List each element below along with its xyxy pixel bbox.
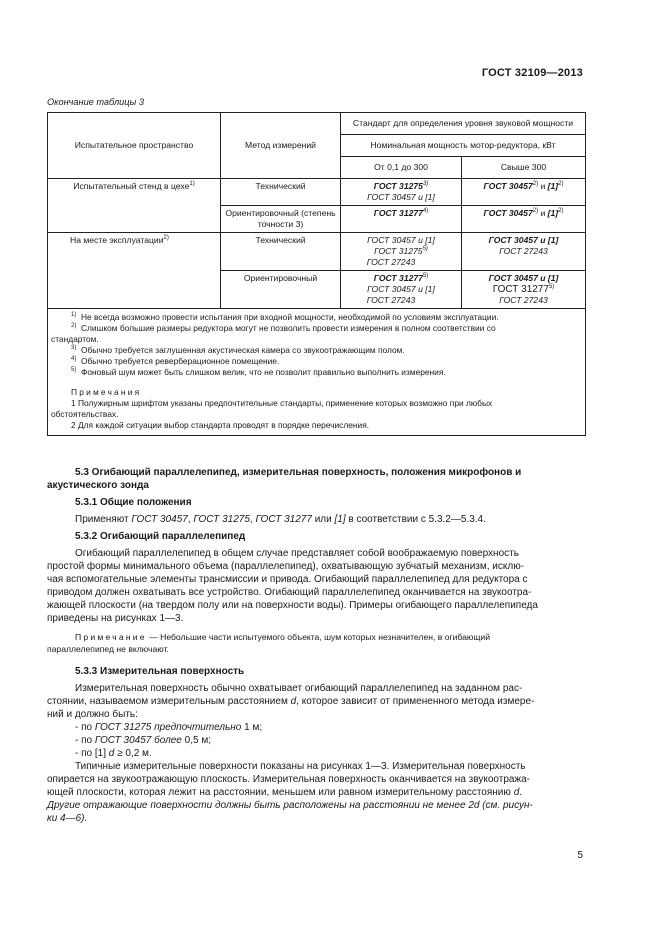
- table-footnotes: [48, 309, 586, 436]
- section-5-3-2-text: Огибающий параллелепипед в общем случае представляет собой воображаемую поверхность простой формы минимального объема (параллелепипед), охватывающую зубчатый механизм, исклю- чая вспомогательные элементы трансмиссии и привода. Огибающий параллелепипед для редуктора с приводом должен охватывать все устройство. Огибающий параллелепипед оканчивается на звукоотра- жающей плоскости (на твердом полу или на поверхности воды). Примеры огибающего параллелепипеда приведены на рисунках 1—3.: [47, 548, 538, 624]
- cell-standard: ГОСТ 31277$^{5)}$ ГОСТ 30457 и [1] ГОСТ 27243: [341, 271, 462, 309]
- col-header-space: Испытательное пространство: [48, 113, 221, 179]
- section-5-3-title: 5.3 Огибающий параллелепипед, измерительная поверхность, положения микрофонов и: [75, 467, 522, 478]
- note-line: обстоятельствах.: [51, 409, 119, 419]
- cell-standard: ГОСТ 30457 и [1] ГОСТ 27243: [462, 233, 586, 271]
- footnote: $^{5)}$ Фоновый шум может быть слишком велик, что не позволит правильно выполнить измерения.: [71, 367, 446, 377]
- note-line: 1 Полужирным шрифтом указаны предпочтительные стандарты, применение которых возможно при любых: [71, 398, 493, 408]
- footnote: $^{2)}$ Слишком большие размеры редуктора могут не позволить провести измерения в полном соответствии со: [71, 323, 496, 333]
- table-caption: Окончание таблицы 3: [47, 97, 144, 107]
- table-footnotes-row: [48, 309, 586, 436]
- cell-standard: ГОСТ 30457$^{2)}$ и $[1]^{2)}$: [462, 179, 586, 206]
- section-5-3-title-cont: акустического зонда: [47, 480, 149, 491]
- cell-standard: ГОСТ 30457 и [1] ГОСТ 31277$^{5)}$ ГОСТ 27243: [462, 271, 586, 309]
- footnote: $^{1)}$ Не всегда возможно провести испытания при входной мощности, необходимой по условиям эксплуатации.: [71, 312, 499, 322]
- section-5-3-1-text: Применяют ГОСТ 30457, ГОСТ 31275, ГОСТ 31277 или [1] в соответствии с 5.3.2—5.3.4.: [75, 514, 486, 525]
- section-5-3-2-title: 5.3.2 Огибающий параллелепипед: [75, 531, 246, 542]
- cell-standard: ГОСТ 31277$^{4)}$: [341, 206, 462, 233]
- page-number: 5: [577, 850, 583, 861]
- cell-method: Технический: [221, 233, 341, 271]
- standards-table: [47, 112, 586, 436]
- col-header-power: Номинальная мощность мотор-редуктора, кВт: [341, 135, 586, 157]
- table-row: [48, 233, 586, 271]
- col-header-standard: Стандарт для определения уровня звуковой мощности: [341, 113, 586, 135]
- table-header-row: [48, 113, 586, 135]
- note-line: 2 Для каждой ситуации выбор стандарта проводят в порядке перечисления.: [71, 420, 370, 430]
- cell-space-site: На месте эксплуатации$^{2)}$: [48, 233, 221, 309]
- cell-method: Ориентировочный (степень точности 3): [221, 206, 341, 233]
- footnote-continued: стандартом.: [51, 334, 99, 344]
- section-5-3-2-note: Примечание — Небольшие части испытуемого объекта, шум которых незначителен, в огибающий параллелепипед не включают.: [47, 632, 491, 654]
- footnote: $^{4)}$ Обычно требуется реверберационное помещение.: [71, 356, 280, 366]
- cell-standard: ГОСТ 30457 и [1] ГОСТ 31275$^{5)}$ ГОСТ 27243: [341, 233, 462, 271]
- col-header-low-power: От 0,1 до 300: [341, 157, 462, 179]
- document-header: ГОСТ 32109—2013: [481, 67, 583, 79]
- notes-heading: Примечания: [71, 387, 142, 397]
- table-row: [48, 179, 586, 206]
- col-header-method: Метод измерений: [221, 113, 341, 179]
- col-header-high-power: Свыше 300: [462, 157, 586, 179]
- cell-standard: ГОСТ 30457$^{2)}$ и $[1]^{2)}$: [462, 206, 586, 233]
- cell-method: Технический: [221, 179, 341, 206]
- cell-method: Ориентировочный: [221, 271, 341, 309]
- cell-space-shop: Испытательный стенд в цехе$^{1)}$: [48, 179, 221, 233]
- footnote: $^{3)}$ Обычно требуется заглушенная акустическая камера со звукоотражающим полом.: [71, 345, 405, 355]
- section-5-3-3-text: Измерительная поверхность обычно охватывает огибающий параллелепипед на заданном рас- стоянии, называемом измерительным расстоянием d, которое зависит от примененного метода измере- ний и должно быть: - по ГОСТ 31275 предпочтительно 1 м; - по ГОСТ 30457 более 0,5 м; - по [1] d ≥ 0,2 м. Типичные измерительные поверхности показаны на рисунках 1—3. Измерительная поверхность опирается на звукоотражающую плоскость. Измерительная поверхность оканчивается на звукоотража- ющей плоскости, которая лежит на расстоянии, меньшем или равном измерительному расстоянию d. Другие отражающие поверхности должны быть расположены на расстоянии не менее 2d (см. рисун- ки 4—6).: [47, 683, 535, 824]
- section-5-3-1-title: 5.3.1 Общие положения: [75, 497, 192, 508]
- cell-standard: ГОСТ 31275$^{3)}$ ГОСТ 30457 и [1]: [341, 179, 462, 206]
- section-5-3-3-title: 5.3.3 Измерительная поверхность: [75, 666, 245, 677]
